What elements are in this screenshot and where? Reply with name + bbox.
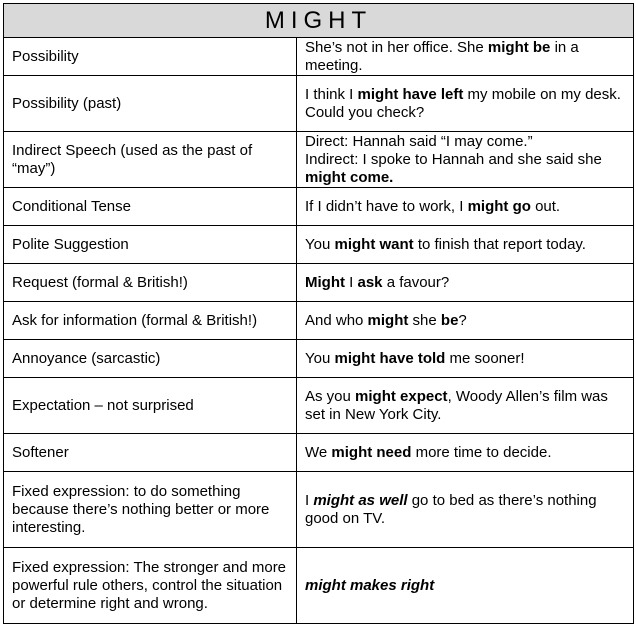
example-cell — [297, 434, 634, 472]
example-text: , Woody Allen’s film was set in New York City. — [305, 387, 608, 423]
usage-cell: Expectation – not surprised — [4, 378, 297, 434]
example-text: to finish that report today. — [413, 235, 586, 253]
example-text: go to bed as there’s nothing good on TV. — [305, 491, 597, 527]
usage-cell: Fixed expression: to do something because there’s nothing better or more interesting. — [4, 472, 297, 548]
might-usage-table — [3, 3, 634, 624]
example-text: ? — [458, 311, 467, 329]
usage-cell: Polite Suggestion — [4, 226, 297, 264]
table-body — [4, 38, 634, 624]
example-cell — [297, 378, 634, 434]
might-phrase: Might — [305, 273, 345, 291]
might-phrase: might need — [331, 443, 412, 461]
example-text: You — [305, 349, 335, 367]
usage-cell: Request (formal & British!) — [4, 264, 297, 302]
example-text: me sooner! — [445, 349, 525, 367]
table-row — [4, 76, 634, 132]
usage-cell: Possibility — [4, 38, 297, 76]
example-cell — [297, 264, 634, 302]
example-cell — [297, 38, 634, 76]
example-text: You — [305, 235, 335, 253]
might-phrase: be — [440, 311, 459, 329]
example-text: And who — [305, 311, 368, 329]
example-text: She’s not in her office. She — [305, 38, 488, 56]
table-row — [4, 302, 634, 340]
example-text: As you — [305, 387, 356, 405]
usage-cell: Ask for information (formal & British!) — [4, 302, 297, 340]
table-row — [4, 188, 634, 226]
example-text: I — [344, 273, 358, 291]
table-row — [4, 132, 634, 188]
table-row — [4, 38, 634, 76]
example-text: a favour? — [382, 273, 450, 291]
table-row — [4, 340, 634, 378]
might-phrase: might be — [487, 38, 551, 56]
usage-cell: Annoyance (sarcastic) — [4, 340, 297, 378]
might-phrase: might as well — [313, 491, 408, 509]
example-text: Indirect: I spoke to Hannah and she said she — [305, 150, 602, 168]
might-phrase: might have told — [334, 349, 446, 367]
example-text: Direct: Hannah said “I may come.” — [305, 132, 533, 150]
might-phrase: might want — [334, 235, 414, 253]
might-phrase: might expect — [355, 387, 448, 405]
example-text: I — [305, 491, 314, 509]
table-title: MIGHT — [4, 4, 634, 38]
example-cell — [297, 76, 634, 132]
example-cell — [297, 188, 634, 226]
might-phrase: might — [367, 311, 409, 329]
example-cell — [297, 340, 634, 378]
usage-cell: Possibility (past) — [4, 76, 297, 132]
usage-cell: Softener — [4, 434, 297, 472]
example-cell — [297, 132, 634, 188]
example-text: my mobile on my desk. Could you check? — [305, 85, 621, 121]
might-phrase: might have left — [357, 85, 464, 103]
example-cell — [297, 548, 634, 624]
might-phrase: might makes right — [305, 576, 435, 594]
usage-cell: Fixed expression: The stronger and more powerful rule others, control the situation or determine right and wrong. — [4, 548, 297, 624]
example-text: If I didn’t have to work, I — [305, 197, 468, 215]
example-text: she — [408, 311, 441, 329]
table-row — [4, 264, 634, 302]
might-phrase: might go — [467, 197, 531, 215]
example-cell — [297, 302, 634, 340]
table-row — [4, 226, 634, 264]
table-row — [4, 434, 634, 472]
example-cell — [297, 226, 634, 264]
might-phrase: ask — [357, 273, 383, 291]
example-text: out. — [530, 197, 561, 215]
table-row — [4, 472, 634, 548]
table-row — [4, 548, 634, 624]
usage-cell: Indirect Speech (used as the past of “may”) — [4, 132, 297, 188]
example-text: more time to decide. — [411, 443, 552, 461]
title-row — [4, 4, 634, 38]
example-text: in a meeting. — [305, 38, 579, 74]
table-row — [4, 378, 634, 434]
might-phrase: might come. — [305, 168, 394, 186]
example-text: I think I — [305, 85, 358, 103]
example-cell — [297, 472, 634, 548]
usage-cell: Conditional Tense — [4, 188, 297, 226]
example-text: We — [305, 443, 332, 461]
